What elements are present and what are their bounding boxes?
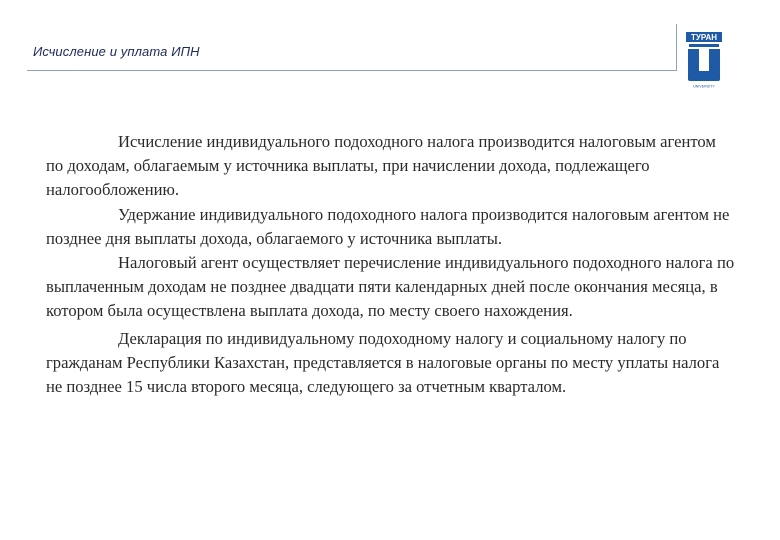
paragraph-3: Налоговый агент осуществляет перечисление индивидуального подоходного налога по выплаченным доходам не позднее двадцати пяти календарных дней после окончания месяца, в котором была осуществлена выплата дохода, по месту своего нахождения. [46, 253, 735, 321]
main-text [46, 130, 736, 399]
header-divider-vertical [676, 24, 677, 71]
paragraph-2: Удержание индивидуального подоходного налога производится налоговым агентом не позднее дня выплаты дохода, облагаемого у источника выплаты. [46, 204, 730, 248]
logo-brand-text: ТУРАН [690, 33, 718, 43]
header-divider [27, 70, 676, 71]
paragraph-1: Исчисление индивидуального подоходного налога производится налоговым агентом по доходам, облагаемым у источника выплаты, при начислении дохода, подлежащего налогообложению. [46, 132, 716, 200]
turan-logo-icon [686, 32, 722, 88]
logo-sub-text: UNIVERSITY [693, 84, 715, 88]
turan-logo [686, 32, 722, 88]
paragraph-4: Декларация по индивидуальному подоходному налогу и социальному налогу по гражданам Республики Казахстан, представляется в налоговые органы по месту уплаты налога не позднее 15 числа второго месяца, следующего за отчетным кварталом. [46, 328, 720, 397]
page-title: Исчисление и уплата ИПН [33, 44, 200, 59]
